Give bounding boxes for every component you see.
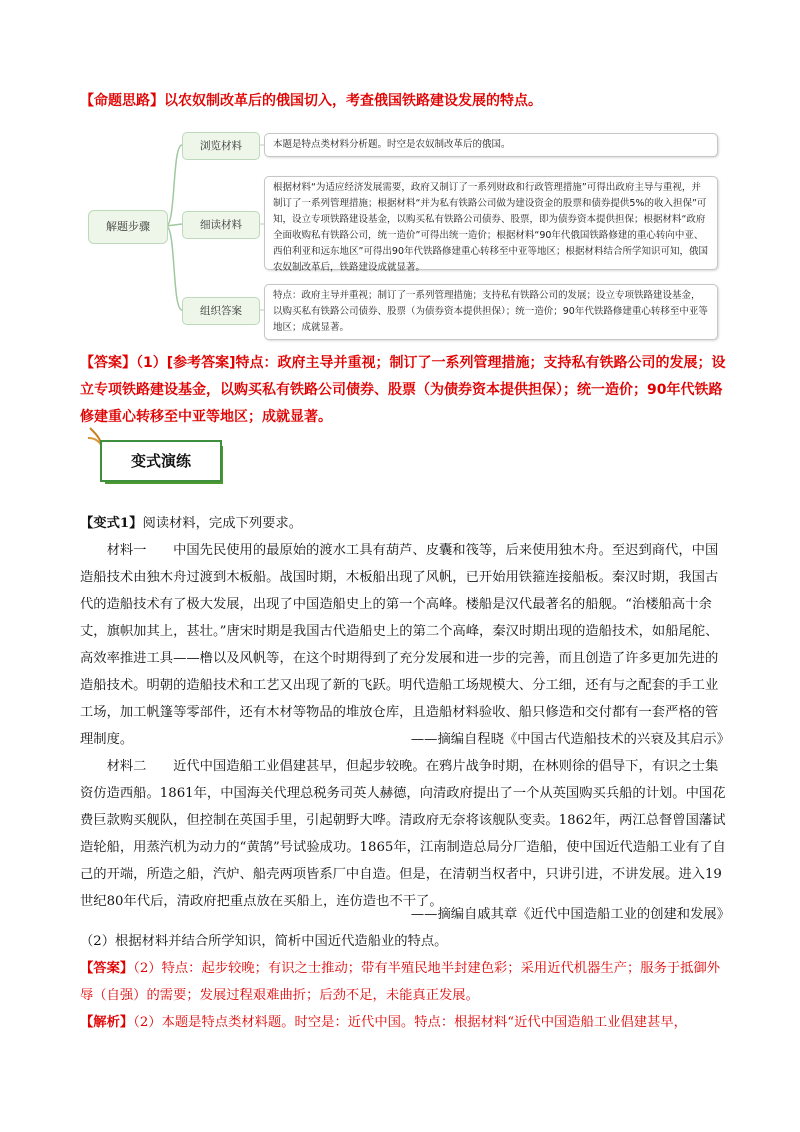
answer-1-text: （1）[参考答案]特点：政府主导并重视；制订了一系列管理措施；支持私有铁路公司的发展；设立专项铁路建设基金，以购买私有铁路公司债券、股票（为债券资本提供担保）；统一造价；90年代铁路修建重心转移至中亚等地区；成就显著。 — [80, 355, 726, 425]
answer-1-label: 【答案】 — [80, 355, 136, 371]
question-idea-text: 以农奴制改革后的俄国切入，考查俄国铁路建设发展的特点。 — [164, 93, 542, 109]
variant-answer-label: 【答案】 — [80, 961, 134, 976]
variant-analysis-text: （2）本题是特点类材料题。时空是：近代中国。特点：根据材料“近代中国造船工业倡建甚早， — [133, 1015, 687, 1030]
variant-question: （2）根据材料并结合所学知识，简析中国近代造船业的特点。 — [80, 934, 448, 949]
variant-answer-text: （2）特点：起步较晚；有识之士推动；带有半殖民地半封建色彩；采用近代机器生产；服务于抵御外辱（自强）的需要；发展过程艰难曲折；后劲不足，未能真正发展。 — [80, 961, 721, 1003]
material-2: 材料二 近代中国造船工业倡建甚早，但起步较晚。在鸦片战争时期，在林则徐的倡导下，有识之士集资仿造西船。1861年，中国海关代理总税务司英人赫德，向清政府提出了一个从英国购买兵船的计划。中国花费巨款购买舰队，但控制在英国手里，引起朝野大哗。清政府无奈将该舰队变卖。1862年，两江总督曾国藩试造轮船，用蒸汽机为动力的“黄鹄”号试验成功。1865年，江南制造总局分厂造船，使中国近代造船工业有了自己的开端，所造之船，汽炉、船壳两项皆系厂中自造。但是，在清朝当权者中，只讲引进，不讲发展。进入19世纪80年代后，清政府把重点放在买船上，连仿造也不干了。 — [80, 759, 726, 909]
mindmap-step-browse: 浏览材料 — [182, 132, 260, 160]
mindmap-read-text: 根据材料“为适应经济发展需要，政府又制订了一系列财政和行政管理措施”可得出政府主导与重视，并制订了一系列管理措施；根据材料“并为私有铁路公司做为建设资金的股票和债券提供5%的收入担保”可知，设立专项铁路建设基金，以购买私有铁路公司债券、股票，即为债券资本提供担保；根据材料“政府全面收购私有铁路公司，统一造价”可得出统一造价；根据材料“90年代俄国铁路修建的重心转向中亚、西伯利亚和远东地区”可得出90年代铁路修建重心转移至中亚等地区；根据材料结合所学知识可知，俄国农奴制改革后，铁路建设成就显著。 — [264, 176, 718, 270]
section-title: 变式演练 — [100, 440, 222, 482]
variant-heading — [80, 510, 730, 537]
mindmap-browse-text: 本题是特点类材料分析题。时空是农奴制改革后的俄国。 — [264, 133, 718, 157]
variant-analysis-label: 【解析】 — [80, 1015, 134, 1030]
material-1: 材料一 中国先民使用的最原始的渡水工具有葫芦、皮囊和筏等，后来使用独木舟。至迟到商代，中国造船技术由独木舟过渡到木板船。战国时期，木板船出现了风帆，已开始用铁箍连接船板。秦汉时期，我国古代的造船技术有了极大发展，出现了中国造船史上的第一个高峰。楼船是汉代最著名的船舰。“治楼船高十余丈，旗帜加其上，甚壮。”唐宋时期是我国古代造船史上的第二个高峰，秦汉时期出现的造船技术，如船尾舵、高效率推进工具——橹以及风帆等，在这个时期得到了充分发展和进一步的完善，而且创造了许多更加先进的造船技术。明朝的造船技术和工艺又出现了新的飞跃。明代造船工场规模大、分工细，还有与之配套的手工业工场，加工帆篷等零部件，还有木材等物品的堆放仓库，且造船材料验收、船只修造和交付都有一套严格的管理制度。 — [80, 543, 719, 747]
variant-instruction: 阅读材料，完成下列要求。 — [142, 516, 303, 531]
mindmap-root: 解题步骤 — [88, 210, 168, 244]
material-1-source: ——摘编自程晓《中国古代造船技术的兴衰及其启示》 — [410, 732, 730, 747]
variant-answer — [80, 955, 730, 1009]
mindmap-step-read: 细读材料 — [182, 211, 260, 239]
variant-analysis — [80, 1009, 730, 1036]
connector-organize — [166, 226, 182, 310]
answer-1 — [80, 350, 730, 431]
mindmap-organize-text: 特点：政府主导并重视；制订了一系列管理措施；支持私有铁路公司的发展；设立专项铁路建设基金，以购买私有铁路公司债券、股票（为债券资本提供担保）；统一造价；90年代铁路修建重心转移至中亚等地区；成就显著。 — [264, 284, 718, 340]
connector-browse — [166, 145, 182, 226]
variant-label: 【变式1】 — [80, 516, 143, 531]
question-idea-label: 【命题思路】 — [80, 93, 164, 109]
mindmap-step-organize: 组织答案 — [182, 297, 260, 325]
material-2-source: ——摘编自戚其章《近代中国造船工业的创建和发展》 — [410, 907, 730, 922]
